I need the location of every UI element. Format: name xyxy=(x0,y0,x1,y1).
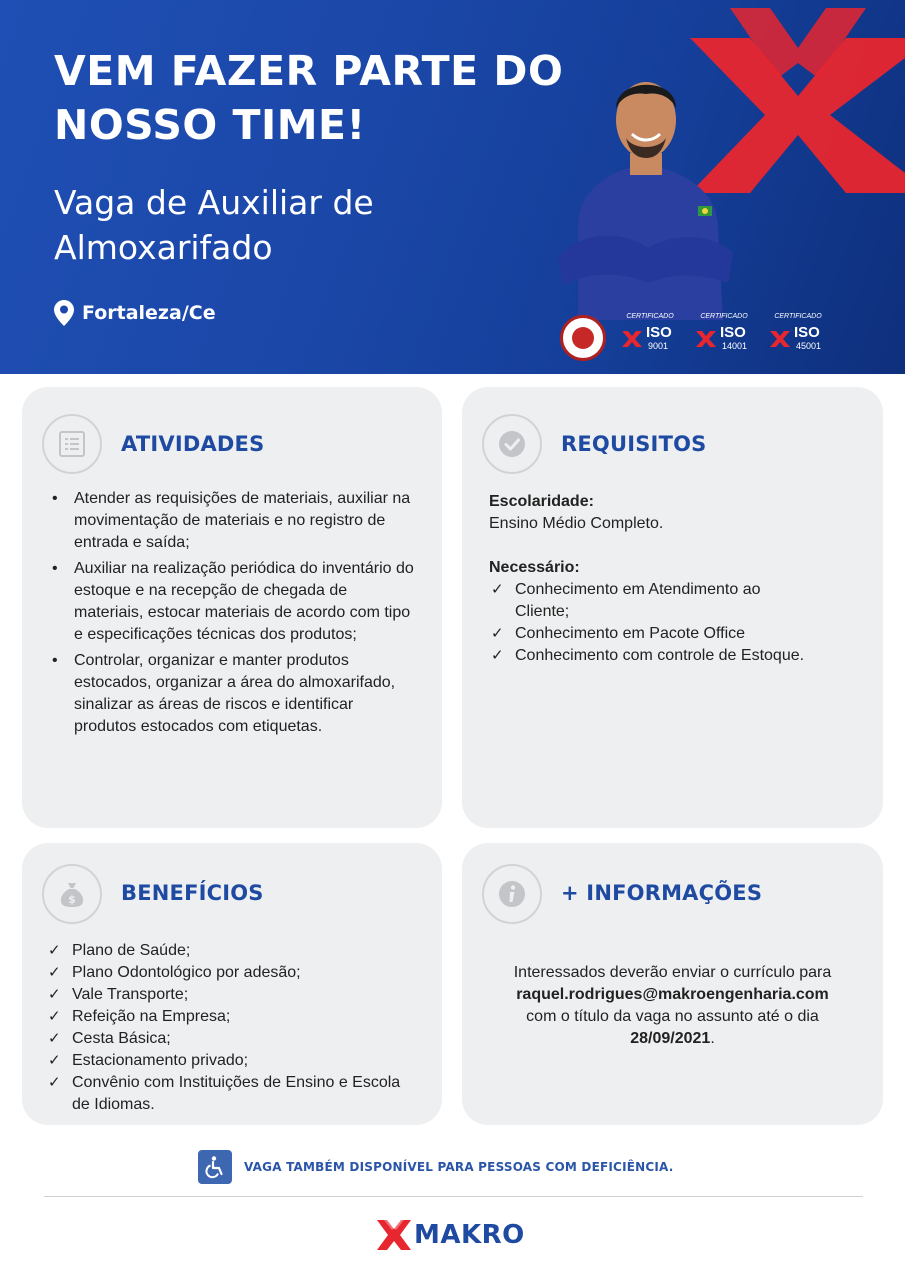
list-item: • Controlar, organizar e manter produtos estocados, organizar a área do almoxarifado, sinalizar as áreas de riscos e identificar produtos estocados com etiquetas. xyxy=(48,650,418,738)
hero-title xyxy=(54,44,614,152)
list-item: ✓ Estacionamento privado; xyxy=(46,1050,416,1072)
check-circle-icon xyxy=(496,428,528,460)
requisitos-list xyxy=(489,579,819,667)
footer-divider xyxy=(44,1196,863,1197)
list-item: ✓ Cesta Básica; xyxy=(46,1028,416,1050)
certificate-number: 14001 xyxy=(722,341,748,351)
escolaridade-value: Ensino Médio Completo. xyxy=(489,515,664,532)
list-item: • Atender as requisições de materiais, auxiliar na movimentação de materiais e no registro de entrada e saída; xyxy=(48,488,418,554)
certificate-caption: CERTIFICADO xyxy=(626,313,674,320)
location-text: Fortaleza/Ce xyxy=(82,302,216,324)
certificate-number: 45001 xyxy=(796,341,822,351)
requisitos-body xyxy=(489,491,869,667)
accessibility-text: VAGA TAMBÉM DISPONÍVEL PARA PESSOAS COM DEFICIÊNCIA. xyxy=(244,1160,674,1174)
atividades-title: ATIVIDADES xyxy=(121,432,265,456)
requisitos-title: REQUISITOS xyxy=(561,432,707,456)
job-title-line-1: Vaga de Auxiliar de xyxy=(54,183,374,222)
beneficios-card xyxy=(22,843,442,1125)
location-pin-icon xyxy=(54,300,74,326)
makro-x-icon xyxy=(694,327,718,351)
certificate-number: 9001 xyxy=(648,341,669,351)
escolaridade-label: Escolaridade: xyxy=(489,493,594,510)
list-item: ✓ Refeição na Empresa; xyxy=(46,1006,416,1028)
job-title xyxy=(54,180,474,270)
beneficios-list xyxy=(46,940,416,1116)
accessibility-notice xyxy=(198,1150,674,1184)
list-item: ✓ Conhecimento em Pacote Office xyxy=(489,623,819,645)
list-item: • Auxiliar na realização periódica do inventário do estoque e na recepção de chegada de materiais, estocar materiais de acordo com tipo e especificações técnicas dos produtos; xyxy=(48,558,418,646)
list-item: ✓ Plano Odontológico por adesão; xyxy=(46,962,416,984)
certificate-caption: CERTIFICADO xyxy=(700,313,748,320)
wheelchair-icon xyxy=(198,1150,232,1184)
necessario-label: Necessário: xyxy=(489,559,580,576)
list-item: ✓ Conhecimento com controle de Estoque. xyxy=(489,645,869,667)
atividades-icon-circle xyxy=(42,414,102,474)
list-item: ✓ Convênio com Instituições de Ensino e Escola de Idiomas. xyxy=(46,1072,416,1116)
hero-title-line-2: NOSSO TIME! xyxy=(54,101,366,149)
beneficios-icon-circle xyxy=(42,864,102,924)
informacoes-card xyxy=(462,843,883,1125)
quality-seal-icon xyxy=(560,315,606,361)
certificate-caption: CERTIFICADO xyxy=(774,313,822,320)
atividades-card xyxy=(22,387,442,828)
certificate-name: ISO xyxy=(646,324,672,341)
list-item: ✓ Plano de Saúde; xyxy=(46,940,416,962)
iso-certificate-1 xyxy=(620,313,680,363)
iso-certificate-3 xyxy=(768,313,828,363)
requisitos-card xyxy=(462,387,883,828)
employee-photo xyxy=(558,58,733,320)
atividades-list xyxy=(48,488,418,738)
informacoes-body xyxy=(462,962,883,1050)
informacoes-line-1: Interessados deverão enviar o currículo para xyxy=(513,964,832,981)
location xyxy=(54,298,216,328)
deadline-period: . xyxy=(710,1030,715,1047)
makro-x-logo-icon xyxy=(376,1218,412,1252)
hero-title-line-1: VEM FAZER PARTE DO xyxy=(54,47,564,95)
list-item: ✓ Vale Transporte; xyxy=(46,984,416,1006)
informacoes-icon-circle xyxy=(482,864,542,924)
hero-banner xyxy=(0,0,905,374)
info-icon xyxy=(496,878,528,910)
informacoes-line-3: com o título da vaga no assunto até o dia xyxy=(526,1008,819,1025)
wheelchair-glyph-icon xyxy=(203,1155,227,1179)
makro-x-icon xyxy=(620,327,644,351)
contact-email[interactable]: raquel.rodrigues@makroengenharia.com xyxy=(516,986,829,1003)
makro-logo xyxy=(376,1216,525,1254)
certificate-name: ISO xyxy=(794,324,820,341)
document-list-icon xyxy=(57,429,87,459)
certificate-name: ISO xyxy=(720,324,746,341)
money-bag-icon xyxy=(57,879,87,909)
informacoes-title: + INFORMAÇÕES xyxy=(561,881,763,905)
job-title-line-2: Almoxarifado xyxy=(54,228,273,267)
svg-text:$: $ xyxy=(68,893,76,906)
deadline-date: 28/09/2021 xyxy=(630,1030,711,1047)
list-item: ✓ Conhecimento em Atendimento ao Cliente; xyxy=(489,579,819,623)
beneficios-title: BENEFÍCIOS xyxy=(121,881,264,905)
logo-text: MAKRO xyxy=(414,1220,525,1250)
deadline xyxy=(462,1028,883,1050)
iso-certificate-2 xyxy=(694,313,754,363)
makro-x-icon xyxy=(768,327,792,351)
certifications xyxy=(560,310,835,366)
requisitos-icon-circle xyxy=(482,414,542,474)
